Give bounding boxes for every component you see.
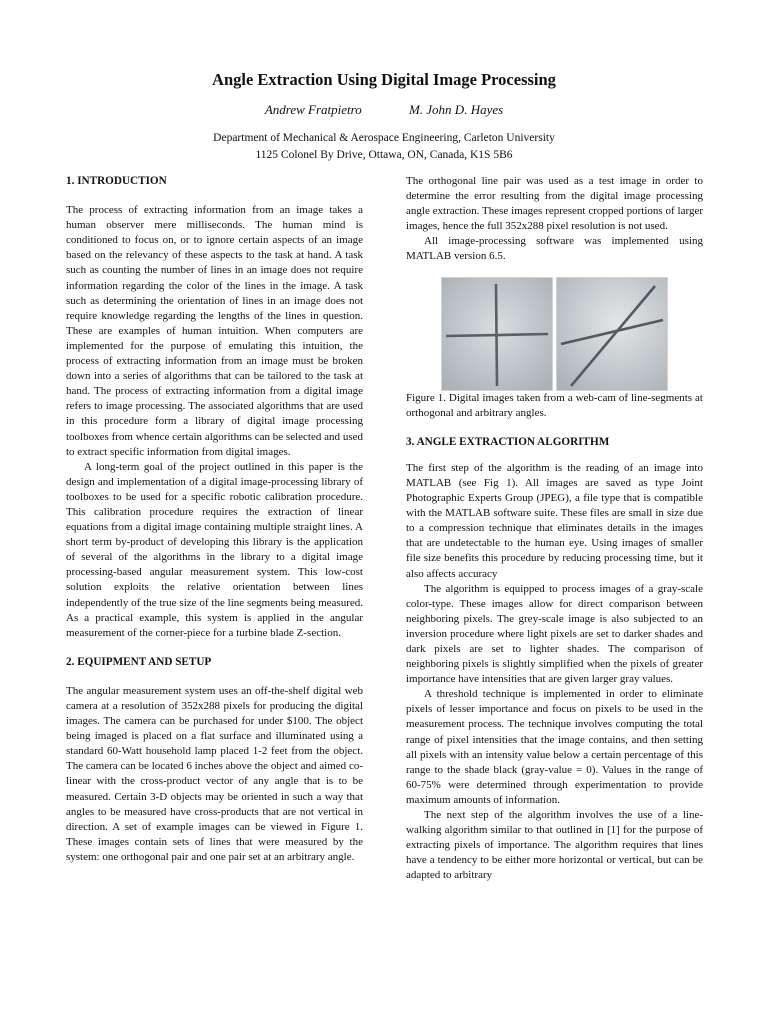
algorithm-paragraph-4: The next step of the algorithm involves the use of a line-walking algorithm similar to that outlined in [1] for the purpose of extracting pixels of importance. The algorithm requires that lines have a tendency to be either more horizontal or vertical, but can be adapted to arbitrary: [406, 809, 703, 882]
paper-title: Angle Extraction Using Digital Image Processing: [212, 70, 556, 89]
affiliation-line-1: Department of Mechanical & Aerospace Engineering, Carleton University: [213, 132, 555, 144]
algorithm-paragraph-2: The algorithm is equipped to process images of a gray-scale color-type. These images allow for direct comparison between neighboring pixels. The grey-scale image is also subjected to an inversion procedure where light pixels are set to darker shades and dark pixels are set to lighter shades. The comparison of neighboring pixels is slightly simplified when the pixels of greater importance have intensities that are given larger gray values.: [406, 582, 703, 686]
intro-paragraph-2: A long-term goal of the project outlined in this paper is the design and implementation of a digital image-processing library of toolboxes to be used for a specific robotic calibration procedure. This calibration procedure requires the extraction of linear equations from a digital image containing multiple straight lines. A short term by-product of developing this library is the application of several of the algorithms in the library to a digital image processing-based angular measurement system. This low-cost solution exploits the relative orientation between lines independently of the true size of the line segments being measured. As a practical example, this system is applied in the angular measurement of the corner-piece for a turbine blade Z-section.: [66, 460, 363, 639]
section-heading-equipment: 2. EQUIPMENT AND SETUP: [66, 655, 212, 668]
right-column: [406, 174, 703, 883]
author-1: Andrew Fratpietro: [264, 102, 362, 117]
author-list: [0, 102, 768, 118]
equipment-paragraph-1: The angular measurement system uses an off-the-shelf digital web camera at a resolution of 352x288 pixels for producing the digital images. The camera can be purchased for under $100. The object being imaged is placed on a flat surface and illuminated using a standard 60-Watt household lamp placed 1-2 feet from the object. The camera can be located 6 inches above the object and aimed co-linear with the cross-product vector of any angle that is to be measured. Certain 3-D objects may be oriented in such a way that angles to be measured have cross-products that are not vertical in direction. A set of example images can be viewed in Figure 1. These images contain sets of lines that were measured by the system: one orthogonal pair and one pair set at an arbitrary angle.: [66, 684, 363, 863]
affiliation: [0, 130, 768, 164]
section-heading-introduction: 1. INTRODUCTION: [66, 175, 167, 187]
intro-paragraph-1: The process of extracting information from an image takes a human observer mere milliseconds. The human mind is conditioned to focus on, or to ignore certain aspects of an image based on the relevancy of these aspects to the task at hand. A task such as counting the number of lines in an image does not require information regarding the color of the lines in the image. A task such as determining the orientation of lines in an image does not require knowledge regarding the lengths of the lines in question. These are examples of human intuition. When computers are implemented for the purpose of emulating this intuition, the process of extracting information from an image must be broken down into a series of algorithms that can be tailored to the task at hand. The process of extracting information from a digital image refers to image processing. The associated algorithms that are used in this procedure form a library of digital image processing toolboxes from whence certain algorithms can be selected and used to extract specific information from digital images.: [66, 204, 363, 458]
setup-paragraph-3: All image-processing software was implemented using MATLAB version 6.5.: [406, 235, 703, 263]
orthogonal-lines-image: [441, 277, 553, 391]
affiliation-line-2: 1125 Colonel By Drive, Ottawa, ON, Canada, K1S 5B6: [255, 149, 513, 161]
left-column: [66, 174, 363, 865]
author-2: M. John D. Hayes: [408, 102, 504, 117]
section-heading-algorithm: 3. ANGLE EXTRACTION ALGORITHM: [406, 435, 610, 448]
algorithm-paragraph-1: The first step of the algorithm is the reading of an image into MATLAB (see Fig 1). All images are saved as type Joint Photographic Experts Group (JPEG), a file type that is compatible with the MATLAB software suite. These files are small in size due to a compression technique that eliminates details in the images that are undetectable to the human eye. Using images of smaller file size benefits this procedure by reducing processing time, but it also affects accuracy: [406, 461, 703, 580]
arbitrary-angle-lines-image: [556, 277, 668, 391]
algorithm-paragraph-3: A threshold technique is implemented in order to eliminate pixels of lesser importance and focus on pixels to be used in the measurement process. The technique involves computing the total range of pixel intensities that the image contains, and then setting all pixels with an intensity value below a certain percentage of this range to the shade black (gray-value = 0). Values in the range of 60-75% were determined through experimentation to provide maximum amounts of information.: [406, 688, 703, 806]
figure-1: [406, 277, 703, 391]
setup-paragraph-2: The orthogonal line pair was used as a test image in order to determine the error resulting from the digital image processing angle extraction. These images represent cropped portions of larger images, hence the full 352x288 pixel resolution is not used.: [406, 175, 703, 233]
figure-1-caption: Figure 1. Digital images taken from a web-cam of line-segments at orthogonal and arbitrary angles.: [406, 391, 703, 419]
